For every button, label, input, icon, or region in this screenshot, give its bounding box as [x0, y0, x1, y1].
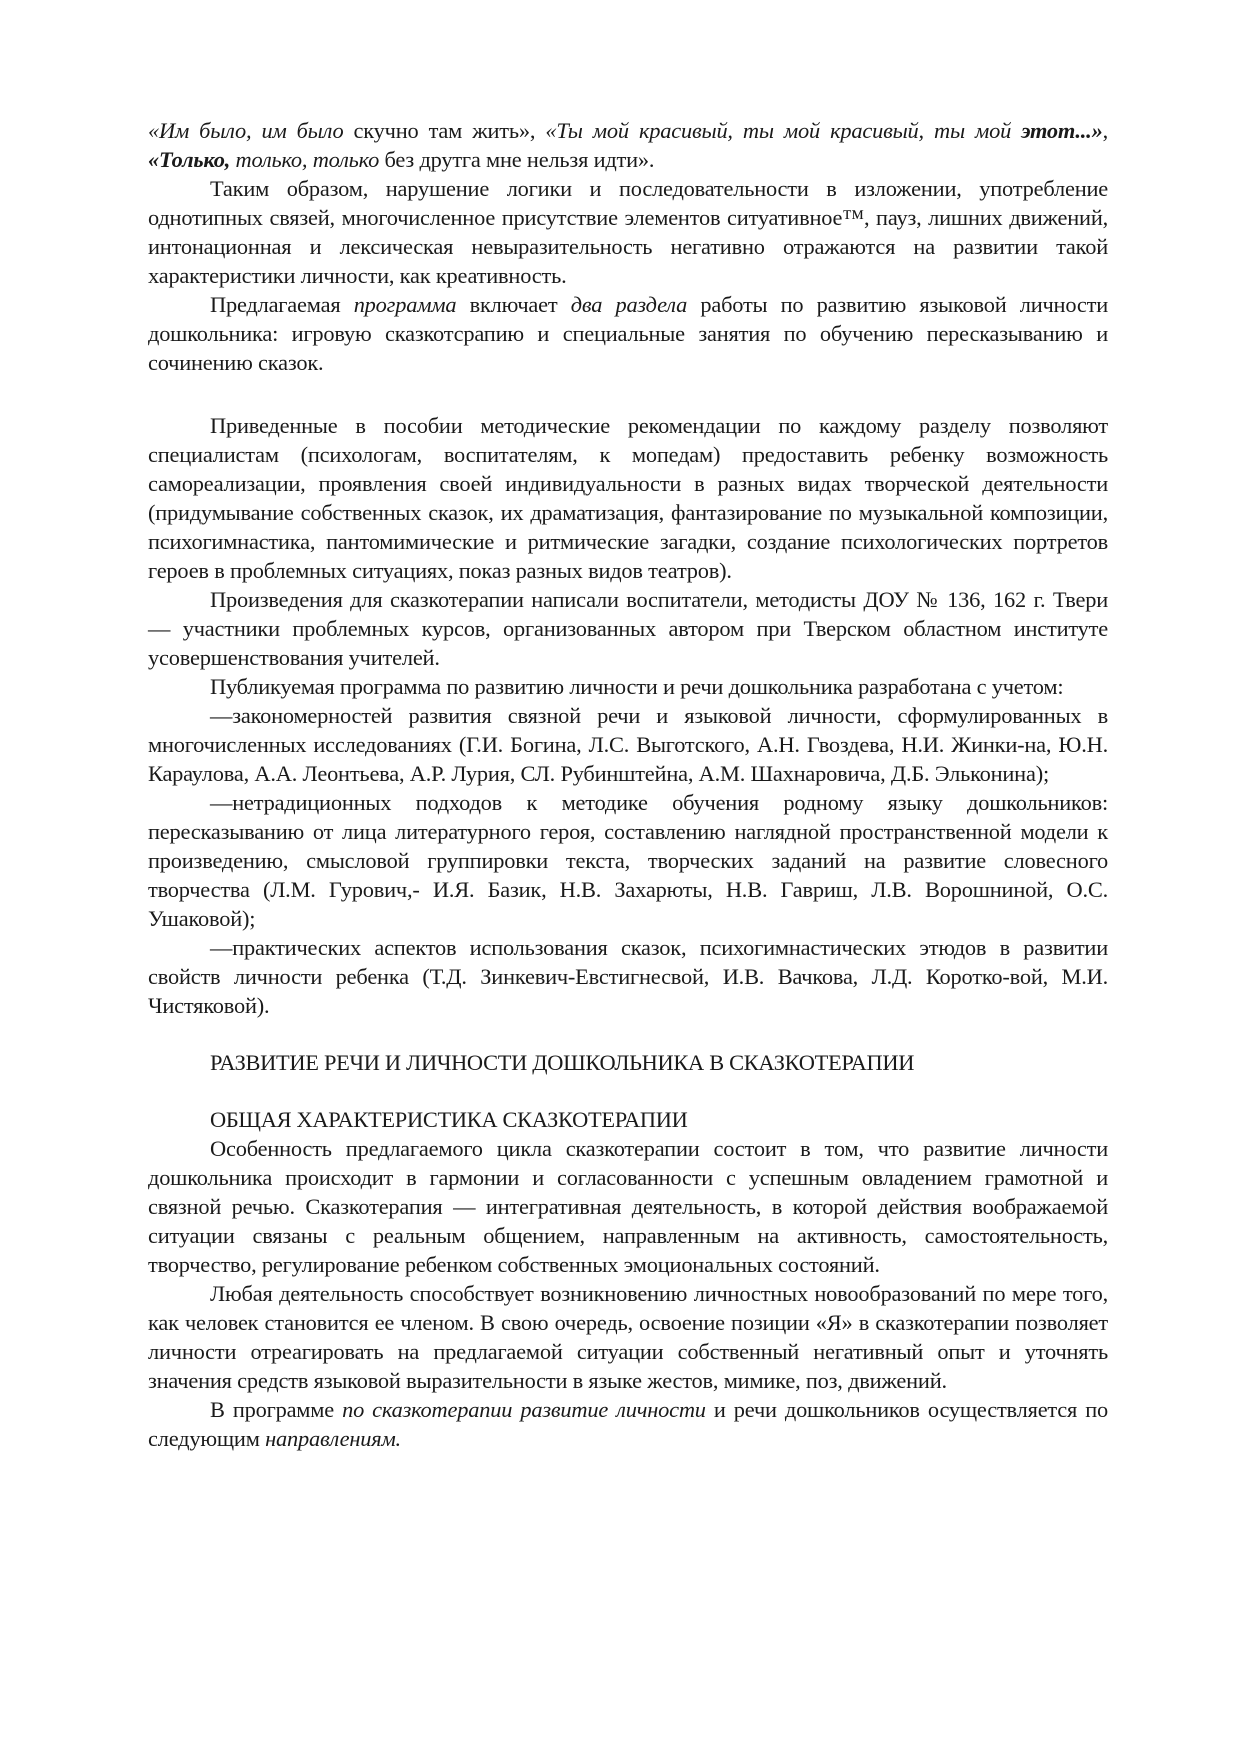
paragraph-recommendations: Приведенные в пособии методические рекомендации по каждому разделу позволяют специалистам (психологам, воспитателям, к мопедам) предоставить ребенку возможность самореализации, проявления своей индивидуальности в разных видах творческой деятельности (придумывание собственных сказок, их драматизация, фантазирование по музыкальной композиции, психогимнастика, пантомимические и ритмические загадки, создание психологических портретов героев в проблемных ситуациях, показ разных видов театров).: [148, 413, 1108, 583]
spacer: [148, 1020, 1108, 1048]
paragraph-quotes: «Им было, им было скучно там жить», «Ты мой красивый, ты мой красивый, ты мой этот...», «Только, только, только без друтга мне нельзя идти».: [148, 118, 1108, 172]
paragraph-directions: В программе по сказкотерапии развитие личности и речи дошкольников осуществляется по следующим направлениям.: [148, 1397, 1108, 1451]
paragraph-program-basis: Публикуемая программа по развитию личности и речи дошкольника разработана с учетом:: [210, 674, 1064, 699]
section-heading: РАЗВИТИЕ РЕЧИ И ЛИЧНОСТИ ДОШКОЛЬНИКА В СКАЗКОТЕРАПИИ: [210, 1050, 915, 1075]
spacer: [148, 1077, 1108, 1105]
document-page: [148, 116, 1108, 1453]
list-item: —практических аспектов использования сказок, психогимнастических этюдов в развитии свойств личности ребенка (Т.Д. Зинкевич-Евстигнесвой, И.В. Вачкова, Л.Д. Коротко-вой, М.И. Чистяковой).: [148, 935, 1108, 1018]
quote-text: «Им было, им было: [148, 118, 344, 143]
quote-text: этот...»: [1021, 118, 1103, 143]
quote-text: «Ты мой красивый, ты мой красивый, ты мой: [545, 118, 1012, 143]
paragraph-authors: Произведения для сказкотерапии написали воспитатели, методисты ДОУ № 136, 162 г. Твери — участники проблемных курсов, организованных автором при Тверском областном институте усовершенствования учителей.: [148, 587, 1108, 670]
quote-text: только, только: [235, 147, 380, 172]
paragraph-feature: Особенность предлагаемого цикла сказкотерапии состоит в том, что развитие личности дошкольника происходит в гармонии и согласованности с успешным овладением грамотной и связной речью. Сказкотерапия — интегративная деятельность, в которой действия воображаемой ситуации связаны с реальным общением, направленным на активность, самостоятельность, творчество, регулирование ребенком собственных эмоциональных состояний.: [148, 1136, 1108, 1277]
paragraph-logic-violation: Таким образом, нарушение логики и последовательности в изложении, употребление однотипных связей, многочисленное присутствие элементов ситуативное™, пауз, лишних движений, интонационная и лексическая невыразительность негативно отражаются на развитии такой характеристики личности, как креативность.: [148, 176, 1108, 288]
list-item: —закономерностей развития связной речи и языковой личности, сформулированных в многочисленных исследованиях (Г.И. Богина, Л.С. Выготского, А.Н. Гвоздева, Н.И. Жинки-на, Ю.Н. Караулова, А.А. Леонтьева, А.Р. Лурия, СЛ. Рубинштейна, А.М. Шахнаровича, Д.Б. Эльконина);: [148, 703, 1108, 786]
subsection-heading: ОБЩАЯ ХАРАКТЕРИСТИКА СКАЗКОТЕРАПИИ: [210, 1107, 688, 1132]
paragraph-activity: Любая деятельность способствует возникновению личностных новообразований по мере того, как человек становится ее членом. В свою очередь, освоение позиции «Я» в сказкотерапии позволяет личности отреагировать на предлагаемой ситуации собственный негативный опыт и уточнять значения средств языковой выразительности в языке жестов, мимике, поз, движений.: [148, 1281, 1108, 1393]
list-item: —нетрадиционных подходов к методике обучения родному языку дошкольников: пересказыванию от лица литературного героя, составлению наглядной пространственной модели к произведению, смысловой группировки текста, творческих заданий на развитие словесного творчества (Л.М. Гурович,- И.Я. Базик, Н.В. Захарюты, Н.В. Гавриш, Л.В. Ворошниной, О.С. Ушаковой);: [148, 790, 1108, 931]
paragraph-program-sections: Предлагаемая программа включает два раздела работы по развитию языковой личности дошкольника: игровую сказкотсрапию и специальные занятия по обучению пересказыванию и сочинению сказок.: [148, 292, 1108, 375]
spacer: [148, 377, 1108, 411]
quote-text: «Только,: [148, 147, 231, 172]
